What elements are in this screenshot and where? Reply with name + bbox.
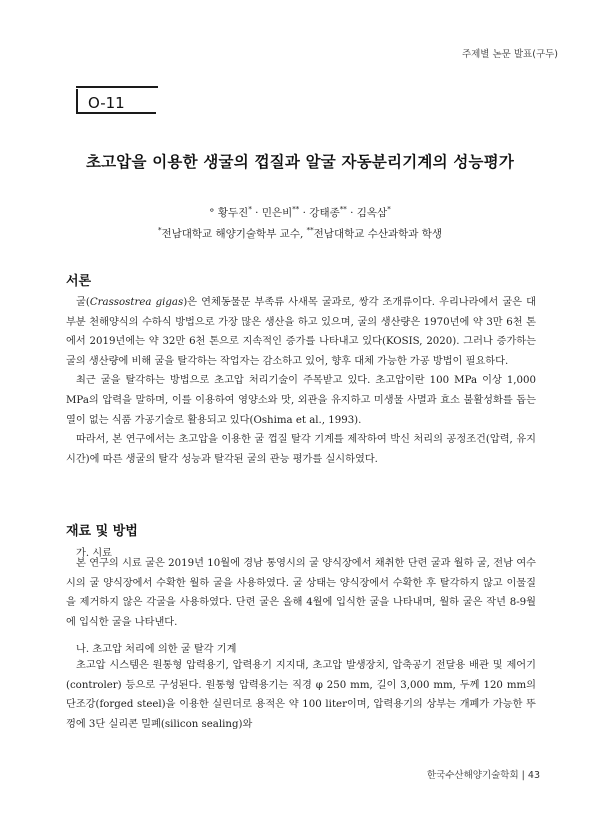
sample-body (66, 554, 536, 632)
section-heading-methods: 재료 및 방법 (66, 524, 138, 539)
introduction-body (66, 293, 536, 469)
species-name: Crassostrea gigas (89, 297, 184, 308)
paragraph (66, 293, 536, 371)
paragraph: 최근 굴을 탈각하는 방법으로 초고압 처리기술이 주목받고 있다. 초고압이란 100 MPa 이상 1,000 MPa의 압력을 말하며, 이를 이용하여 영양소와 맛, 외관을 유지하고 미생물 사멸과 효소 불활성화를 돕는 열이 없는 식품 가공기술로 활용되고 있다(Oshima et al., 1993). (66, 375, 536, 426)
author-separator: · (251, 207, 262, 219)
text-run: 굴( (76, 297, 90, 308)
affiliation-line (0, 226, 600, 241)
machine-body (66, 656, 536, 734)
page-footer: 한국수산해양기술학회 | 43 (426, 770, 540, 781)
subsection-heading-sample: 가. 시료 (76, 548, 112, 559)
affil-mark: * (157, 226, 162, 235)
paragraph: 본 연구의 시료 굴은 2019년 10월에 경남 통영시의 굴 양식장에서 채취한 단련 굴과 월하 굴, 전남 여수시의 굴 양식장에서 수확한 월하 굴을 사용하였다. 굴 상태는 양식장에서 수확한 후 탈각하지 않고 이물질을 제거하지 않은 각굴을 사용하였다. 단련 굴은 올해 4월에 입식한 굴을 나타내며, 월하 굴은 작년 8-9월에 입식한 굴을 나타낸다. (66, 558, 536, 628)
affiliation-text: 전남대학교 해양기술학부 교수, (161, 228, 307, 240)
subsection-heading-machine: 나. 초고압 처리에 의한 굴 탈각 기계 (76, 644, 237, 655)
affiliation-text: 전남대학교 수산과학과 학생 (313, 228, 443, 240)
author-separator: · (346, 207, 357, 219)
paragraph: 초고압 시스템은 원통형 압력용기, 압력용기 지지대, 초고압 발생장치, 압축공기 전달용 배관 및 제어기(controler) 등으로 구성된다. 원통형 압력용기는 직경 φ 250 mm, 길이 3,000 mm, 두께 120 mm의 단조강(forged steel)을 이용한 실린더로 용적은 약 100 liter이며, 압력용기의 상부는 개폐가 가능한 뚜껑에 3단 실리콘 밀폐(silicon sealing)와 (66, 660, 536, 730)
affil-mark: ** (306, 226, 314, 235)
paragraph: 따라서, 본 연구에서는 초고압을 이용한 굴 껍질 탈각 기계를 제작하여 박신 처리의 공정조건(압력, 유지시간)에 따른 생굴의 탈각 성능과 탈각된 굴의 관능 평가를 실시하였다. (66, 434, 536, 465)
running-head: 주제별 논문 발표(구두) (461, 49, 558, 60)
author-line (0, 205, 600, 220)
author-affil-mark: * (387, 205, 391, 214)
author-affil-mark: ** (339, 205, 347, 214)
author-name: 황두진 (217, 207, 249, 219)
paper-title: 초고압을 이용한 생굴의 껍질과 알굴 자동분리기계의 성능평가 (85, 152, 515, 171)
section-heading-introduction: 서론 (66, 274, 92, 289)
author-separator: · (299, 207, 310, 219)
text-run: )은 연체동물문 부족류 사새목 굴과로, 쌍각 조개류이다. 우리나라에서 굴은 대부분 천해양식의 수하식 방법으로 가장 많은 생산을 하고 있으며, 굴의 생산량은 1970년에 약 3만 6천 톤에서 2019년에는 약 32만 6천 톤으로 지속적인 증가를 나타내고 있다(KOSIS, 2020). 그러나 증가하는 굴의 생산량에 비해 굴을 탈각하는 작업자는 감소하고 있어, 향후 대체 가능한 가공 방법이 필요하다. (66, 297, 536, 367)
presenter-mark: ° (209, 207, 215, 219)
author-name: 김옥삼 (356, 207, 388, 219)
author-name: 강태종 (309, 207, 340, 219)
author-affil-mark: ** (292, 205, 300, 214)
author-affil-mark: * (248, 205, 252, 214)
author-name: 민은비 (261, 207, 293, 219)
paper-code: O-11 (88, 94, 125, 112)
